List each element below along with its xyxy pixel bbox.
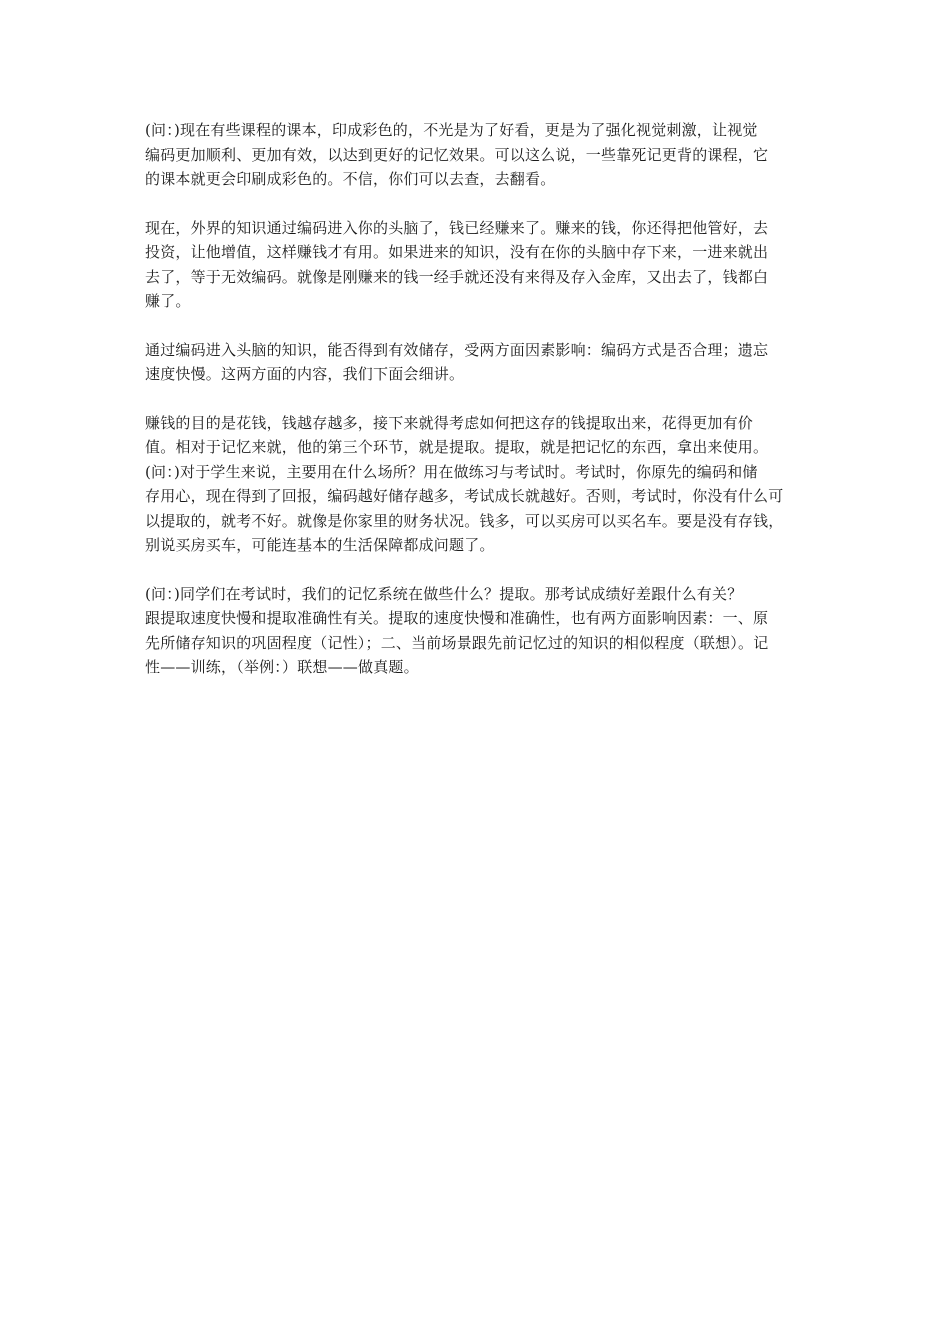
- text-line: 速度快慢。这两方面的内容，我们下面会细讲。: [145, 365, 465, 383]
- text-line: 现在，外界的知识通过编码进入你的头脑了，钱已经赚来了。赚来的钱，你还得把他管好，去: [145, 218, 769, 237]
- paragraph-exam-retrieval: [145, 582, 810, 680]
- text-line: 去了，等于无效编码。就像是刚赚来的钱一经手就还没有来得及存入金库，又出去了，钱都白: [145, 267, 769, 286]
- text-line: 以提取的，就考不好。就像是你家里的财务状况。钱多，可以买房可以买名车。要是没有存钱，: [145, 511, 784, 530]
- text-line: 赚钱的目的是花钱，钱越存越多，接下来就得考虑如何把这存的钱提取出来，花得更加有价: [145, 413, 754, 432]
- text-line: 先所储存知识的巩固程度（记性）；二、当前场景跟先前记忆过的知识的相似程度（联想）。记: [145, 633, 769, 652]
- text-line: 赚了。: [145, 292, 191, 310]
- text-line: 存用心，现在得到了回报，编码越好储存越多，考试成长就越好。否则，考试时，你没有什么可: [145, 487, 784, 505]
- document-body: [145, 118, 810, 704]
- text-line: (问：)现在有些课程的课本，印成彩色的，不光是为了好看，更是为了强化视觉刺激，让视觉: [145, 121, 758, 139]
- text-line: 性——训练，（举例：）联想——做真题。: [145, 658, 419, 676]
- paragraph-visual-encoding: [145, 118, 810, 192]
- paragraph-storage-factors: [145, 338, 810, 387]
- paragraph-storage: [145, 216, 810, 314]
- paragraph-retrieval: [145, 411, 810, 558]
- text-line: 编码更加顺利、更加有效，以达到更好的记忆效果。可以这么说，一些靠死记更背的课程，它: [145, 145, 769, 164]
- text-line: 投资，让他增值，这样赚钱才有用。如果进来的知识，没有在你的头脑中存下来，一进来就出: [145, 243, 769, 261]
- text-line: 别说买房买车，可能连基本的生活保障都成问题了。: [145, 536, 495, 554]
- text-line: 值。相对于记忆来就，他的第三个环节，就是提取。提取，就是把记忆的东西，拿出来使用。: [145, 438, 769, 456]
- text-line: (问：)对于学生来说，主要用在什么场所？用在做练习与考试时。考试时，你原先的编码和储: [145, 462, 758, 481]
- text-line: 的课本就更会印刷成彩色的。不信，你们可以去查，去翻看。: [145, 170, 556, 188]
- text-line: 通过编码进入头脑的知识，能否得到有效储存，受两方面因素影响：编码方式是否合理；遗忘: [145, 340, 769, 359]
- text-line: 跟提取速度快慢和提取准确性有关。提取的速度快慢和准确性，也有两方面影响因素：一、原: [145, 609, 769, 627]
- text-line: (问：)同学们在考试时，我们的记忆系统在做些什么？提取。那考试成绩好差跟什么有关？: [145, 584, 743, 603]
